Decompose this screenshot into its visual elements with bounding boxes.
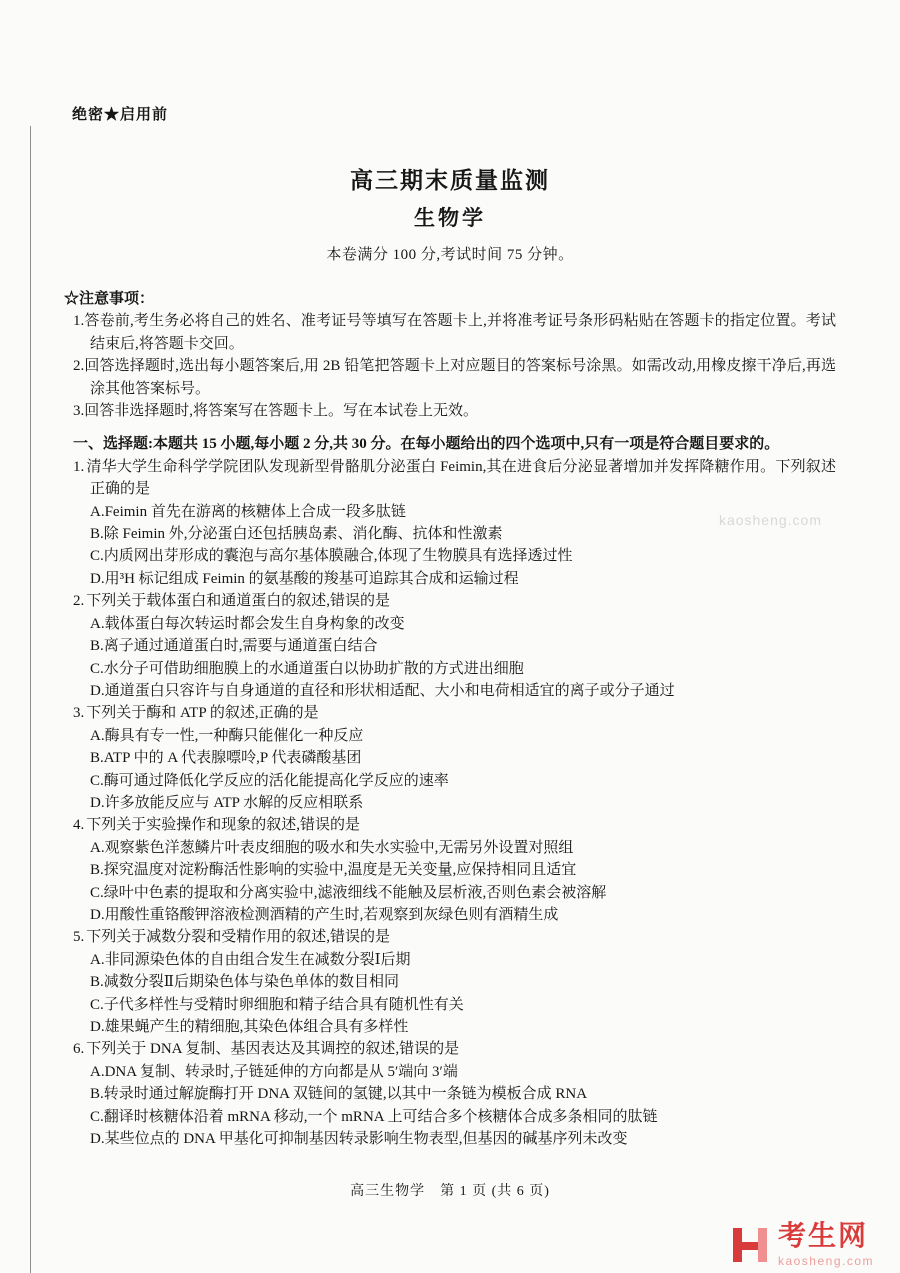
- notice-item: 3.回答非选择题时,将答案写在答题卡上。写在本试卷上无效。: [73, 403, 479, 420]
- question-option: D.许多放能反应与 ATP 水解的反应相联系: [90, 794, 364, 811]
- exam-title: 高三期末质量监测: [350, 168, 550, 193]
- kaosheng-logo-name: 考生网: [777, 1220, 868, 1251]
- exam-subject: 生物学: [414, 206, 486, 230]
- exam-body: [64, 288, 836, 1150]
- question-stem: [73, 456, 836, 501]
- notice-heading: ☆注意事项：: [64, 291, 155, 307]
- question-stem: [73, 1038, 836, 1060]
- kaosheng-logo-domain: kaosheng.com: [777, 1254, 874, 1268]
- question-number: 2.: [73, 593, 85, 610]
- question-option: C.酶可通过降低化学反应的活化能提高化学反应的速率: [90, 772, 449, 789]
- question-option: D.通道蛋白只容许与自身通道的直径和形状相适配、大小和电荷相适宜的离子或分子通过: [90, 682, 675, 699]
- question-number: 5.: [73, 929, 85, 946]
- logo-bar-right: [758, 1228, 767, 1262]
- question-stem-text: 下列关于实验操作和现象的叙述,错误的是: [86, 817, 361, 834]
- kaosheng-logo-text: [778, 1222, 874, 1268]
- notice-item: 1.答卷前,考生务必将自己的姓名、准考证号等填写在答题卡上,并将准考证号条形码粘贴在答题卡的指定位置。考试结束后,将答题卡交回。: [73, 313, 836, 352]
- kaosheng-logo: [731, 1222, 874, 1268]
- question-option: A.非同源染色体的自由组合发生在减数分裂Ⅰ后期: [90, 951, 411, 968]
- question-option: B.离子通过通道蛋白时,需要与通道蛋白结合: [90, 638, 378, 655]
- question-option: C.绿叶中色素的提取和分离实验中,滤液细线不能触及层析液,否则色素会被溶解: [90, 884, 607, 901]
- exam-info: 本卷满分 100 分,考试时间 75 分钟。: [326, 247, 574, 263]
- question-option: A.Feimin 首先在游离的核糖体上合成一段多肽链: [90, 503, 406, 520]
- question-number: 6.: [73, 1041, 85, 1058]
- question-option: B.转录时通过解旋酶打开 DNA 双链间的氢键,以其中一条链为模板合成 RNA: [90, 1086, 588, 1103]
- question-stem-text: 下列关于减数分裂和受精作用的叙述,错误的是: [86, 929, 391, 946]
- question-number: 3.: [73, 705, 85, 722]
- kaosheng-logo-icon: [731, 1226, 769, 1264]
- question: [73, 590, 836, 702]
- secrecy-label: 绝密★启用前: [72, 107, 169, 123]
- question-stem: [73, 590, 836, 612]
- page-footer: 高三生物学 第 1 页 (共 6 页): [350, 1184, 550, 1199]
- question: [73, 814, 836, 926]
- page-border-line: [30, 126, 31, 1273]
- question: [73, 702, 836, 814]
- question-option: B.探究温度对淀粉酶活性影响的实验中,温度是无关变量,应保持相同且适宜: [90, 862, 577, 879]
- question-stem-text: 下列关于酶和 ATP 的叙述,正确的是: [86, 705, 319, 722]
- question-stem: [73, 702, 836, 724]
- question-option: B.除 Feimin 外,分泌蛋白还包括胰岛素、消化酶、抗体和性激素: [90, 526, 503, 543]
- question-option: D.用酸性重铬酸钾溶液检测酒精的产生时,若观察到灰绿色则有酒精生成: [90, 906, 559, 923]
- question: [73, 1038, 836, 1150]
- question-option: C.水分子可借助细胞膜上的水通道蛋白以协助扩散的方式进出细胞: [90, 660, 524, 677]
- notice-section: [64, 288, 836, 422]
- question-option: C.内质网出芽形成的囊泡与高尔基体膜融合,体现了生物膜具有选择透过性: [90, 548, 573, 565]
- question-option: A.载体蛋白每次转运时都会发生自身构象的改变: [90, 615, 405, 632]
- question-option: D.某些位点的 DNA 甲基化可抑制基因转录影响生物表型,但基因的碱基序列未改变: [90, 1131, 628, 1148]
- question-stem-text: 下列关于 DNA 复制、基因表达及其调控的叙述,错误的是: [86, 1041, 460, 1058]
- question-number: 4.: [73, 817, 85, 834]
- question: [73, 926, 836, 1038]
- question-stem-text: 清华大学生命科学学院团队发现新型骨骼肌分泌蛋白 Feimin,其在进食后分泌显著增加并发挥降糖作用。下列叙述正确的是: [86, 458, 836, 498]
- question-option: A.酶具有专一性,一种酶只能催化一种反应: [90, 727, 364, 744]
- question-stem: [73, 926, 836, 948]
- question-option: A.观察紫色洋葱鳞片叶表皮细胞的吸水和失水实验中,无需另外设置对照组: [90, 839, 574, 856]
- question-option: C.翻译时核糖体沿着 mRNA 移动,一个 mRNA 上可结合多个核糖体合成多条相同的肽链: [90, 1108, 658, 1125]
- question-option: B.ATP 中的 A 代表腺嘌呤,P 代表磷酸基团: [90, 750, 362, 767]
- question-option: D.雄果蝇产生的精细胞,其染色体组合具有多样性: [90, 1019, 409, 1035]
- question-number: 1.: [73, 458, 85, 475]
- question-option: D.用³H 标记组成 Feimin 的氨基酸的羧基可追踪其合成和运输过程: [90, 570, 519, 587]
- watermark-text: kaosheng.com: [718, 512, 822, 528]
- question-stem-text: 下列关于载体蛋白和通道蛋白的叙述,错误的是: [86, 593, 391, 610]
- question-option: B.减数分裂Ⅱ后期染色体与染色单体的数目相同: [90, 974, 399, 991]
- notice-item: 2.回答选择题时,选出每小题答案后,用 2B 铅笔把答题卡上对应题目的答案标号涂黑。如需改动,用橡皮擦干净后,再选涂其他答案标号。: [73, 358, 836, 397]
- section-heading: 一、选择题:本题共 15 小题,每小题 2 分,共 30 分。在每小题给出的四个选项中,只有一项是符合题目要求的。: [73, 436, 780, 453]
- question-stem: [73, 814, 836, 836]
- question-option: A.DNA 复制、转录时,子链延伸的方向都是从 5′端向 3′端: [90, 1063, 458, 1080]
- question-list: [73, 456, 836, 1151]
- question-option: C.子代多样性与受精时卵细胞和精子结合具有随机性有关: [90, 996, 464, 1013]
